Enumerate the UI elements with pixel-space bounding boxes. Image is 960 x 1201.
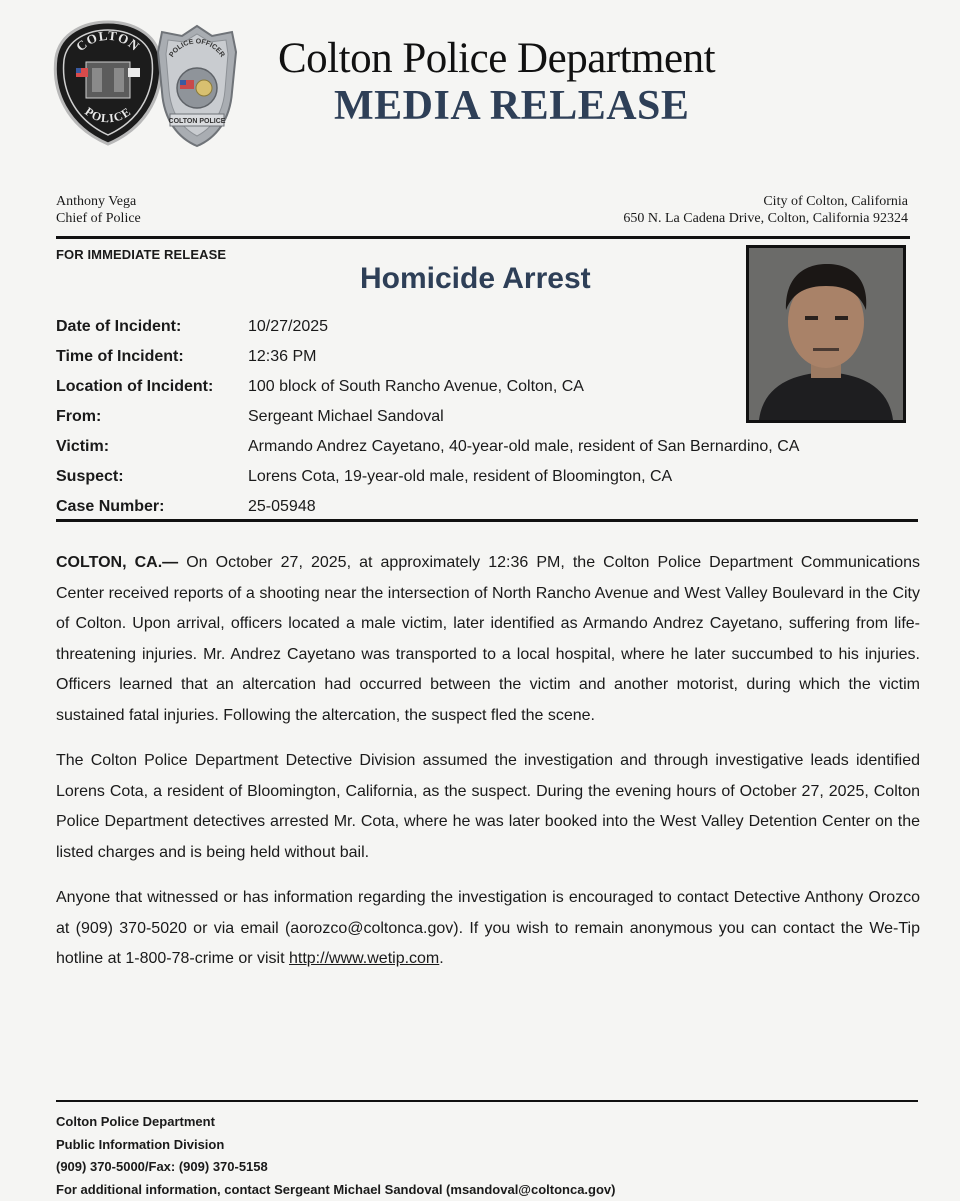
fact-label: Time of Incident: (56, 348, 184, 366)
fact-value: 100 block of South Rancho Avenue, Colton, CA (248, 378, 584, 396)
wetip-link[interactable]: http://www.wetip.com (289, 950, 439, 967)
body-paragraph-3 (56, 883, 920, 975)
chief-title: Chief of Police (56, 210, 141, 227)
release-body (56, 548, 920, 990)
chief-name: Anthony Vega (56, 193, 141, 210)
police-officer-badge-logo (152, 22, 242, 150)
footer-divider (56, 1100, 918, 1102)
release-type-label: FOR IMMEDIATE RELEASE (56, 247, 226, 262)
body-paragraph-2: The Colton Police Department Detective Division assumed the investigation and through investigative leads identified Lorens Cota, a resident of Bloomington, California, as the suspect. During the evening hours of October 27, 2025, Colton Police Department detectives arrested Mr. Cota, where he was later booked into the West Valley Detention Center on the listed charges and is being held without bail. (56, 746, 920, 868)
fact-label: Case Number: (56, 498, 164, 516)
paragraph-3-end: . (439, 950, 443, 967)
fact-value: 10/27/2025 (248, 318, 328, 336)
department-title: Colton Police Department (278, 34, 758, 83)
city-address-block (623, 193, 908, 227)
svg-text:POLICE: POLICE (82, 104, 133, 125)
suspect-photo-silhouette (749, 248, 903, 420)
media-release-heading: MEDIA RELEASE (334, 82, 734, 130)
svg-text:COLTON: COLTON (73, 28, 143, 54)
fact-value: 25-05948 (248, 498, 316, 516)
svg-text:COLTON POLICE: COLTON POLICE (169, 118, 226, 125)
footer-phone-fax: (909) 370-5000/Fax: (909) 370-5158 (56, 1156, 615, 1179)
fact-value: Lorens Cota, 19-year-old male, resident of Bloomington, CA (248, 468, 672, 486)
footer-contact-line: For additional information, contact Sergeant Michael Sandoval (msandoval@coltonca.gov) (56, 1179, 615, 1201)
fact-value: 12:36 PM (248, 348, 316, 366)
paragraph-3-text: Anyone that witnessed or has information regarding the investigation is encouraged to contact Detective Anthony Orozco at (909) 370-5020 or via email (aorozco@coltonca.gov). If you wish to remain anonymous you can contact the We-Tip hotline at 1-800-78-crime or visit (56, 889, 920, 967)
facts-divider (56, 519, 918, 522)
body-paragraph-1 (56, 548, 920, 731)
fact-label: Victim: (56, 438, 109, 456)
city-address: 650 N. La Cadena Drive, Colton, California 92324 (623, 210, 908, 227)
headline: Homicide Arrest (360, 262, 591, 296)
fact-label: Suspect: (56, 468, 124, 486)
fact-label: Date of Incident: (56, 318, 181, 336)
footer-contact-block (56, 1111, 615, 1201)
dateline: COLTON, CA.— (56, 554, 178, 571)
paragraph-1-text: On October 27, 2025, at approximately 12:36 PM, the Colton Police Department Communications Center received reports of a shooting near the intersection of North Rancho Avenue and West Valley Boulevard in the City of Colton. Upon arrival, officers located a male victim, later identified as Armando Andrez Cayetano, suffering from life-threatening injuries. Mr. Andrez Cayetano was transported to a local hospital, where he later succumbed to his injuries. Officers learned that an altercation had occurred between the victim and another motorist, during which the victim sustained fatal injuries. Following the altercation, the suspect fled the scene. (56, 554, 920, 724)
footer-division: Public Information Division (56, 1134, 615, 1157)
fact-label: Location of Incident: (56, 378, 213, 396)
fact-value: Armando Andrez Cayetano, 40-year-old male, resident of San Bernardino, CA (248, 438, 799, 456)
chief-block (56, 193, 141, 227)
footer-department: Colton Police Department (56, 1111, 615, 1134)
fact-label: From: (56, 408, 101, 426)
suspect-photo (746, 245, 906, 423)
svg-text:POLICE OFFICER: POLICE OFFICER (168, 38, 225, 58)
colton-police-patch-logo (52, 18, 164, 148)
fact-value: Sergeant Michael Sandoval (248, 408, 444, 426)
header-divider (56, 236, 910, 239)
city-name: City of Colton, California (623, 193, 908, 210)
